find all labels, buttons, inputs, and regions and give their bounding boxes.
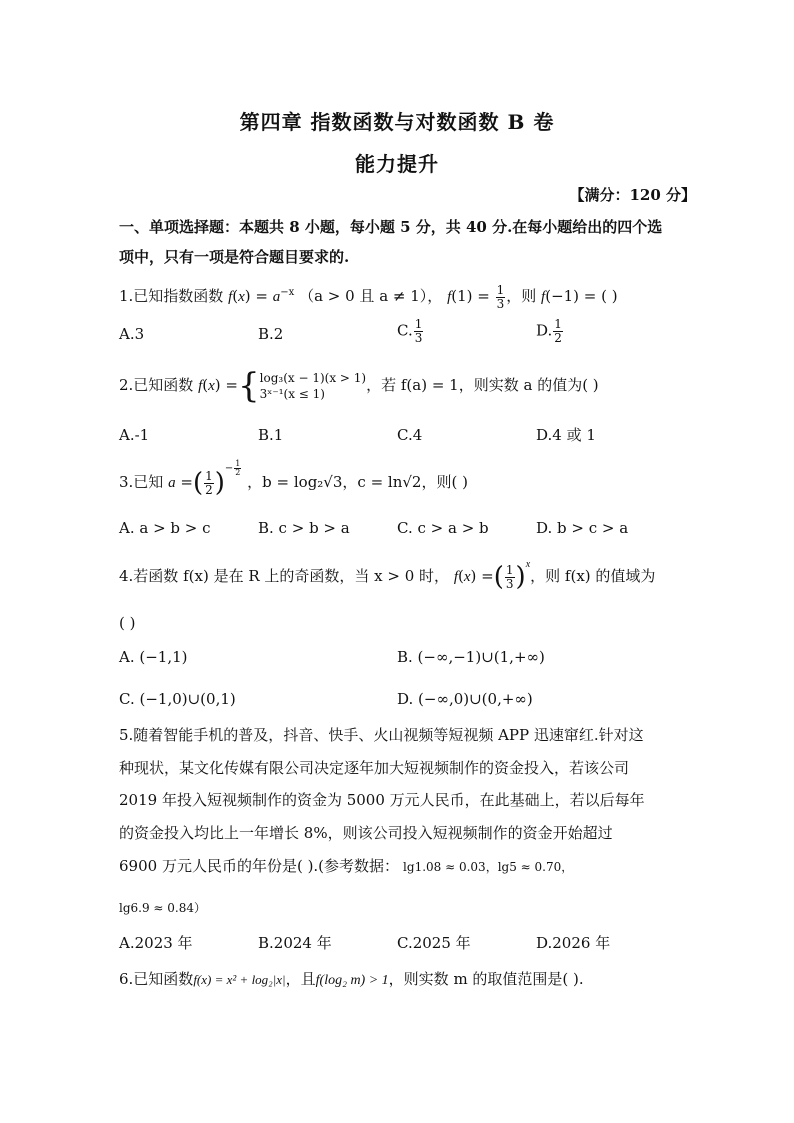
question-3: 3.已知 a =( $\frac{1}{2}$ )$^{- \frac{1}{2}}$ ，b = log₂√3，c = ln√2，则( ) (119, 459, 468, 498)
q3-prefix: 3.已知 (119, 473, 164, 491)
q5-line6: lg6.9 ≈ 0.84） (119, 901, 207, 915)
q6-condition: f(log₂ m) > 1 (315, 973, 389, 988)
q5-line5: 6900 万元人民币的年份是( ).(参考数据： lg1.08 ≈ 0.03，lg5 ≈ 0.70， (119, 857, 574, 875)
score-label: 【满分：120 分】 (569, 186, 696, 204)
q2-option-d: D.4 或 1 (536, 426, 596, 444)
q5-option-b: B.2024 年 (258, 934, 332, 952)
question-6: 6.已知函数f(x) = x² + log₂|x|，且f(log₂ m) > 1，则实数 m 的取值范围是( ). (119, 970, 584, 988)
q4-blank: ( ) (119, 614, 136, 632)
q3-option-b: B. c > b > a (258, 519, 350, 537)
q1-condition: （a > 0 且 a ≠ 1）， (299, 287, 443, 305)
page-subtitle: 能力提升 (355, 152, 439, 176)
q4-option-d: D. (−∞,0)∪(0,+∞) (397, 690, 533, 708)
q2-prefix: 2.已知函数 (119, 376, 194, 394)
q3-option-a: A. a > b > c (119, 519, 211, 537)
q1-option-c: C. $\frac{1}{3}$ (397, 317, 423, 345)
brace-icon: { (238, 366, 260, 406)
q2-option-b: B.1 (258, 426, 284, 444)
page-title: 第四章 指数函数与对数函数 B 卷 (239, 110, 555, 134)
q1-function: f (228, 289, 233, 305)
q3-option-d: D. b > c > a (536, 519, 629, 537)
q5-line1: 5.随着智能手机的普及，抖音、快手、火山视频等短视频 APP 迅速窜红.针对这 (119, 726, 644, 744)
q1-mid: ，则 (506, 287, 537, 305)
q5-line3: 2019 年投入短视频制作的资金为 5000 万元人民币，在此基础上，若以后每年 (119, 791, 645, 809)
q2-mid: ，若 f(a) = 1，则实数 a 的值为( ) (366, 376, 599, 394)
question-4: 4.若函数 f(x) 是在 R 上的奇函数，当 x > 0 时， f(x) =( $\frac{1}{3}$ )$^x$，则 f(x) 的值域为 (119, 559, 656, 592)
q5-option-a: A.2023 年 (119, 934, 193, 952)
q1-prefix: 1.已知指数函数 (119, 287, 224, 305)
q5-option-c: C.2025 年 (397, 934, 471, 952)
section-heading-line1: 一、单项选择题：本题共 8 小题，每小题 5 分，共 40 分.在每小题给出的四个选 (119, 218, 663, 236)
q1-option-b: B.2 (258, 325, 284, 343)
q4-prefix: 4.若函数 f(x) 是在 R 上的奇函数，当 x > 0 时， (119, 567, 450, 585)
q5-option-d: D.2026 年 (536, 934, 611, 952)
q1-option-d: D. $\frac{1}{2}$ (536, 317, 562, 345)
q1-blank: ( ) (601, 287, 618, 305)
q3-rest: ，b = log₂√3，c = ln√2，则( ) (247, 473, 468, 491)
q1-fraction: $\frac{1}{3}$ (496, 282, 505, 311)
q2-option-a: A.-1 (119, 426, 150, 444)
q2-option-c: C.4 (397, 426, 423, 444)
q1-option-a: A.3 (119, 325, 145, 343)
q2-piecewise: log₃(x − 1)(x > 1) 3ˣ⁻¹(x ≤ 1) (259, 371, 367, 401)
q4-option-b: B. (−∞,−1)∪(1,+∞) (397, 648, 545, 666)
section-heading-line2: 项中，只有一项是符合题目要求的. (119, 248, 350, 266)
q5-line4: 的资金投入均比上一年增长 8%，则该公司投入短视频制作的资金开始超过 (119, 824, 613, 842)
question-1: 1.已知指数函数 $f(x) = a^{-x}$ （a > 0 且 a ≠ 1）， f(1) = $\frac{1}{3}$ ，则 f(−1) = ( ) (119, 282, 618, 311)
q4-option-c: C. (−1,0)∪(0,1) (119, 690, 236, 708)
q4-suffix: ，则 f(x) 的值域为 (530, 567, 656, 585)
q4-option-a: A. (−1,1) (119, 648, 188, 666)
question-2: 2.已知函数 f(x) ={ log₃(x − 1)(x > 1) 3ˣ⁻¹(x ≤ 1) ，若 f(a) = 1，则实数 a 的值为( ) (119, 366, 599, 406)
q3-option-c: C. c > a > b (397, 519, 489, 537)
q5-line2: 种现状，某文化传媒有限公司决定逐年加大短视频制作的资金投入，若该公司 (119, 759, 630, 777)
q6-formula: f(x) = x² + log₂|x| (193, 972, 286, 987)
